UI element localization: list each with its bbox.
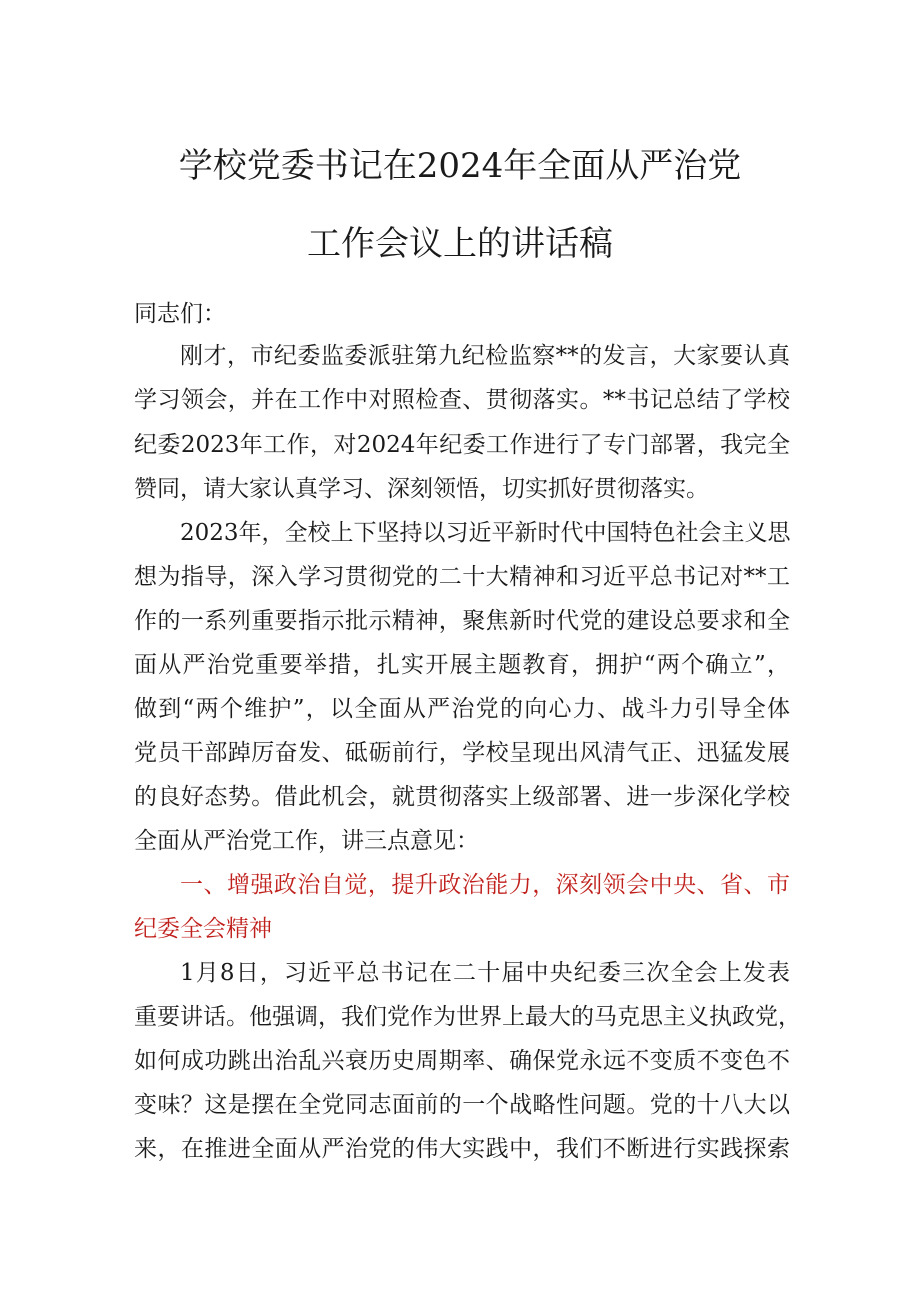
paragraph-line: 学习领会，并在工作中对照检查、贯彻落实。**书记总结了学校 — [134, 387, 790, 413]
paragraph-line: 党员干部踔厉奋发、砥砺前行，学校呈现出风清气正、迅猛发展 — [134, 740, 790, 766]
document-title-line-2: 工作会议上的讲话稿 — [307, 224, 613, 264]
paragraph-line: 做到“两个维护”，以全面从严治党的向心力、战斗力引导全体 — [134, 696, 790, 722]
salutation: 同志们： — [134, 301, 226, 327]
paragraph-line: 2023年，全校上下坚持以习近平新时代中国特色社会主义思 — [180, 520, 791, 546]
paragraph-line: 1月8日，习近平总书记在二十届中央纪委三次全会上发表 — [180, 960, 790, 986]
document-title-line-1: 学校党委书记在2024年全面从严治党 — [178, 146, 742, 186]
paragraph-line: 赞同，请大家认真学习、深刻领悟，切实抓好贯彻落实。 — [134, 476, 709, 502]
paragraph-line: 面从严治党重要举措，扎实开展主题教育，拥护“两个确立”， — [134, 652, 790, 678]
paragraph-line: 来，在推进全面从严治党的伟大实践中，我们不断进行实践探索 — [134, 1136, 790, 1162]
paragraph-line: 重要讲话。他强调，我们党作为世界上最大的马克思主义执政党， — [134, 1004, 801, 1030]
paragraph-line: 纪委2023年工作，对2024年纪委工作进行了专门部署，我完全 — [134, 432, 790, 458]
paragraph-line: 变味？这是摆在全党同志面前的一个战略性问题。党的十八大以 — [134, 1092, 790, 1118]
section-heading-line: 纪委全会精神 — [134, 916, 272, 942]
paragraph-line: 的良好态势。借此机会，就贯彻落实上级部署、进一步深化学校 — [134, 784, 790, 810]
section-heading-line: 一、增强政治自觉，提升政治能力，深刻领会中央、省、市 — [180, 872, 790, 898]
paragraph-line: 如何成功跳出治乱兴衰历史周期率、确保党永远不变质不变色不 — [134, 1048, 790, 1074]
paragraph-line: 全面从严治党工作，讲三点意见： — [134, 828, 479, 854]
paragraph-line: 想为指导，深入学习贯彻党的二十大精神和习近平总书记对**工 — [134, 564, 790, 590]
paragraph-line: 作的一系列重要指示批示精神，聚焦新时代党的建设总要求和全 — [134, 608, 790, 634]
paragraph-line: 刚才，市纪委监委派驻第九纪检监察**的发言，大家要认真 — [180, 343, 790, 369]
